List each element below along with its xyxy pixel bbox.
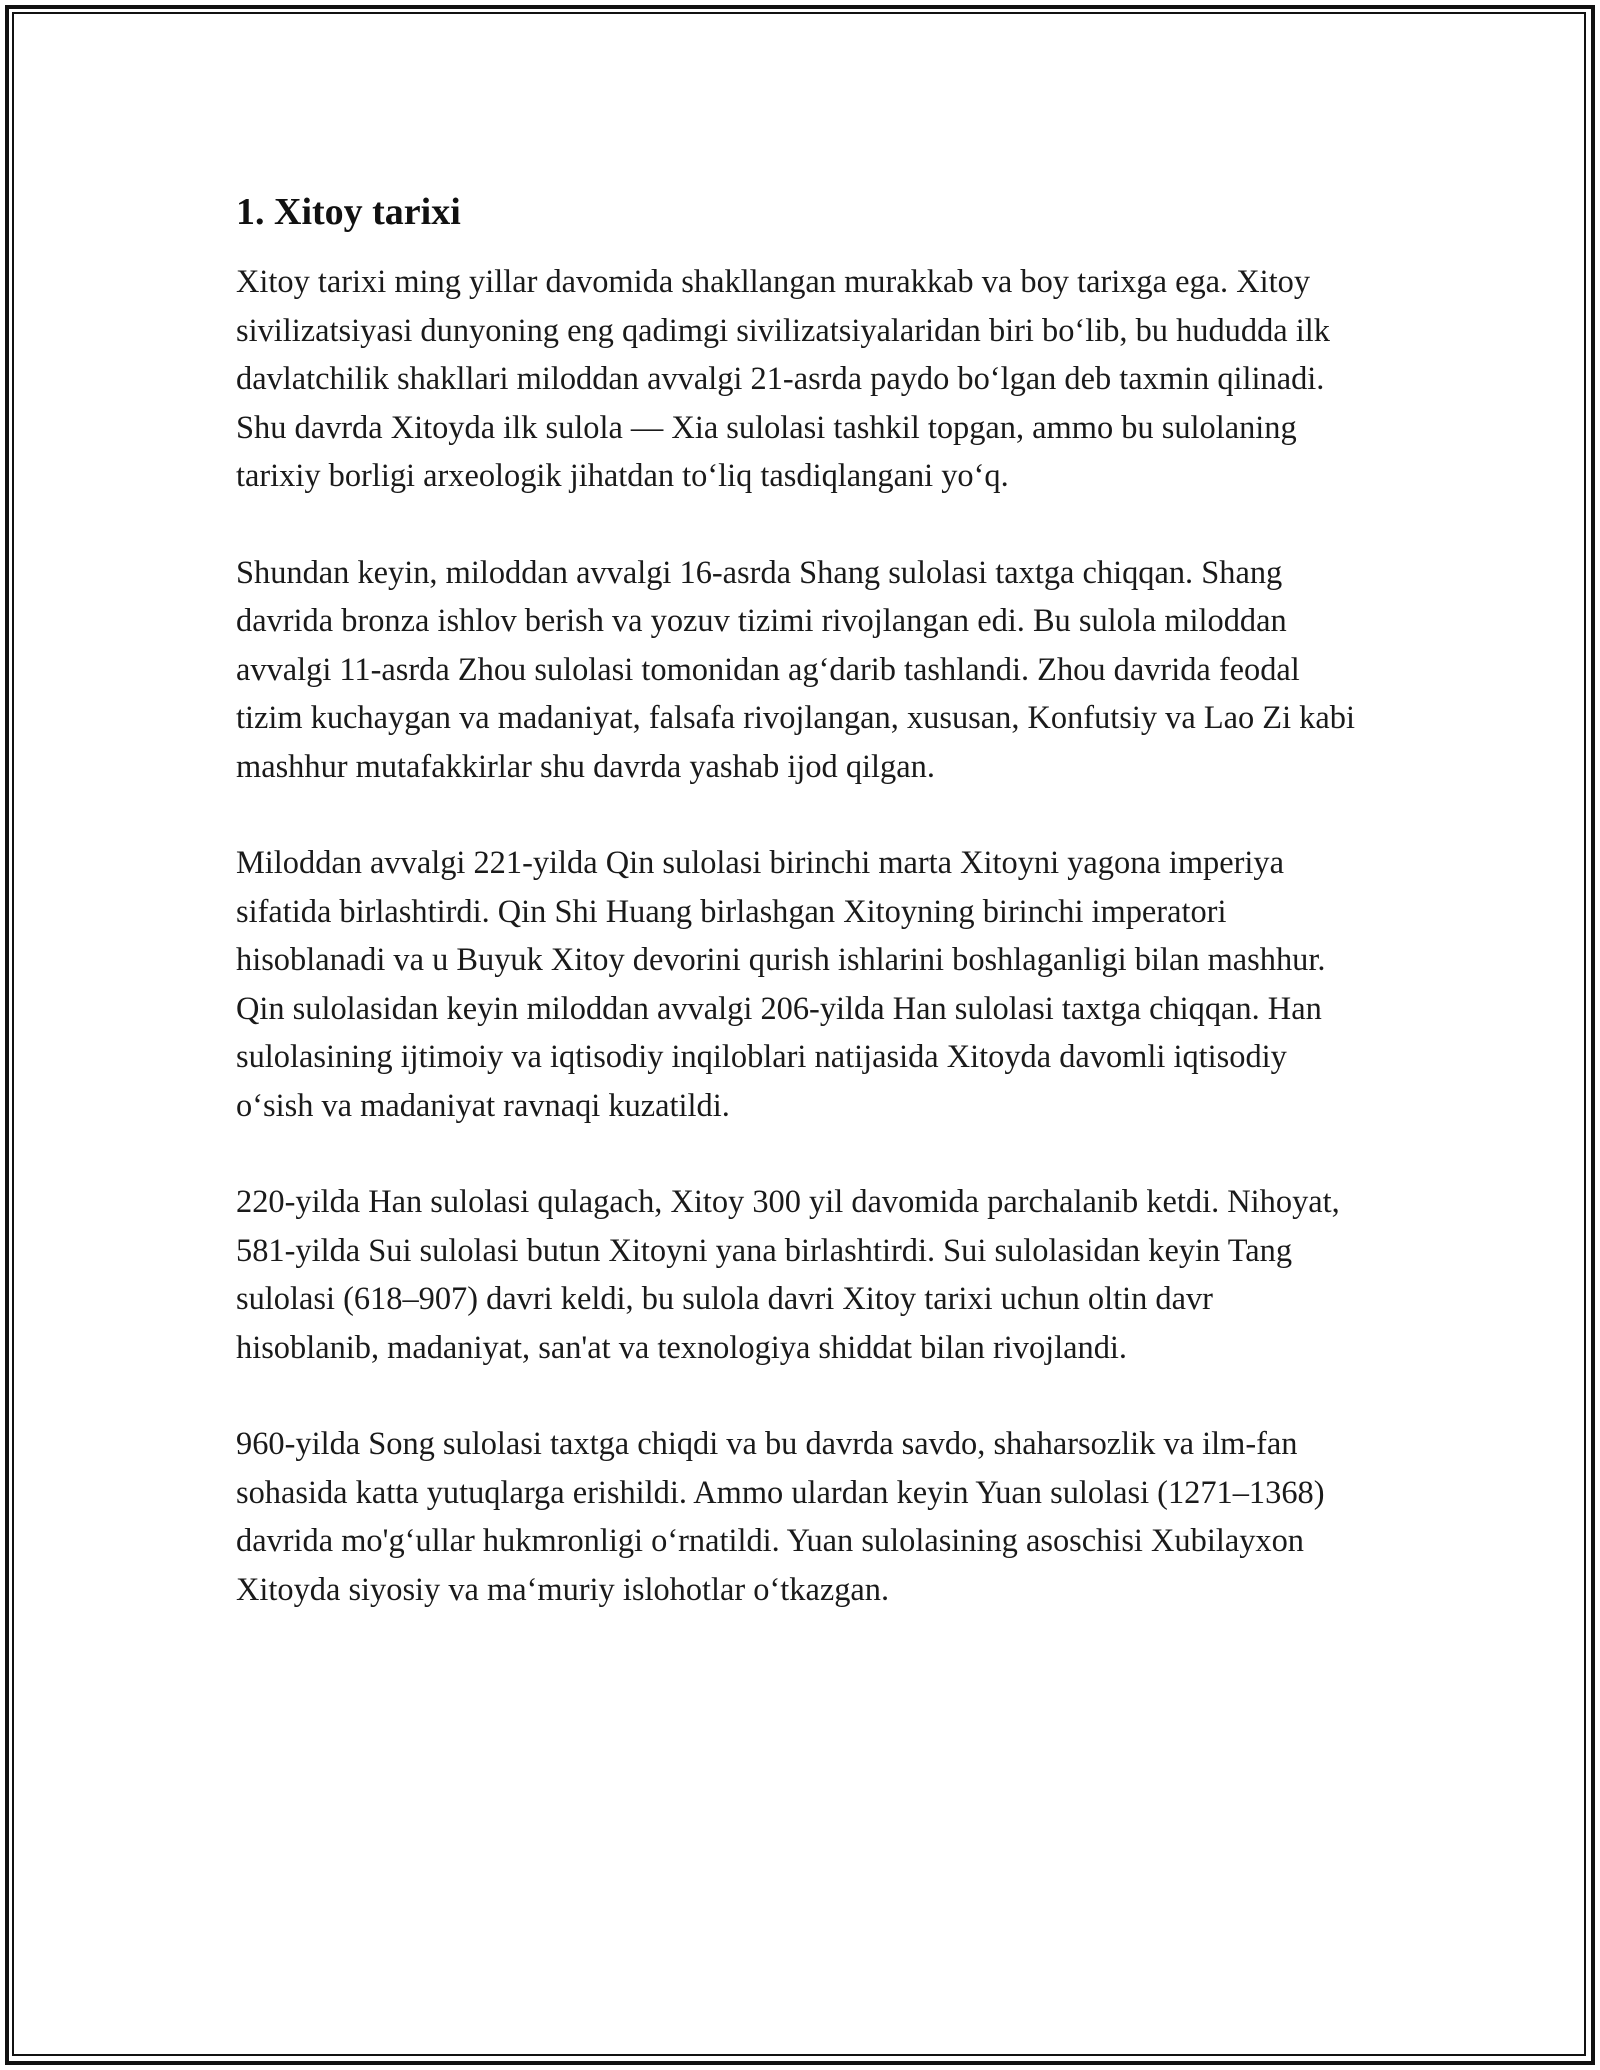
section-heading: 1. Xitoy tarixi: [236, 191, 461, 233]
paragraph-sui-tang-dynasties: 220-yilda Han sulolasi qulagach, Xitoy 300 yil davomida parchalanib ketdi. Nihoyat, 581-yilda Sui sulolasi butun Xitoyni yana birlashtirdi. Sui sulolasidan keyin Tang sulolasi (618–907) davri keldi, bu sulola davri Xitoy tarixi uchun oltin davr hisoblanib, madaniyat, san'at va texnologiya shiddat bilan rivojlandi.: [236, 1184, 1340, 1366]
paragraph-qin-han-dynasties: Miloddan avvalgi 221-yilda Qin sulolasi birinchi marta Xitoyni yagona imperiya sifatida birlashtirdi. Qin Shi Huang birlashgan Xitoyning birinchi imperatori hisoblanadi va u Buyuk Xitoy devorini qurish ishlarini boshlaganligi bilan mashhur. Qin sulolasidan keyin miloddan avvalgi 206-yilda Han sulolasi taxtga chiqqan. Han sulolasining ijtimoiy va iqtisodiy inqiloblari natijasida Xitoyda davomli iqtisodiy o‘sish va madaniyat ravnaqi kuzatildi.: [236, 845, 1326, 1124]
document-body: [236, 186, 1364, 1662]
paragraph-song-yuan-dynasties: 960-yilda Song sulolasi taxtga chiqdi va bu davrda savdo, shaharsozlik va ilm-fan sohasida katta yutuqlarga erishildi. Ammo ulardan keyin Yuan sulolasi (1271–1368) davrida mo'g‘ullar hukmronligi o‘rnatildi. Yuan sulolasining asoschisi Xubilayxon Xitoyda siyosiy va ma‘muriy islohotlar o‘tkazgan.: [236, 1426, 1325, 1608]
paragraph-xia-dynasty: Xitoy tarixi ming yillar davomida shakllangan murakkab va boy tarixga ega. Xitoy sivilizatsiyasi dunyoning eng qadimgi sivilizatsiyalaridan biri bo‘lib, bu hududda ilk davlatchilik shakllari miloddan avvalgi 21-asrda paydo bo‘lgan deb taxmin qilinadi. Shu davrda Xitoyda ilk sulola — Xia sulolasi tashkil topgan, ammo bu sulolaning tarixiy borligi arxeologik jihatdan to‘liq tasdiqlangani yo‘q.: [236, 264, 1330, 494]
paragraph-shang-zhou-dynasties: Shundan keyin, miloddan avvalgi 16-asrda Shang sulolasi taxtga chiqqan. Shang davrida bronza ishlov berish va yozuv tizimi rivojlangan edi. Bu sulola miloddan avvalgi 11-asrda Zhou sulolasi tomonidan ag‘darib tashlandi. Zhou davrida feodal tizim kuchaygan va madaniyat, falsafa rivojlangan, xususan, Konfutsiy va Lao Zi kabi mashhur mutafakkirlar shu davrda yashab ijod qilgan.: [236, 554, 1355, 785]
